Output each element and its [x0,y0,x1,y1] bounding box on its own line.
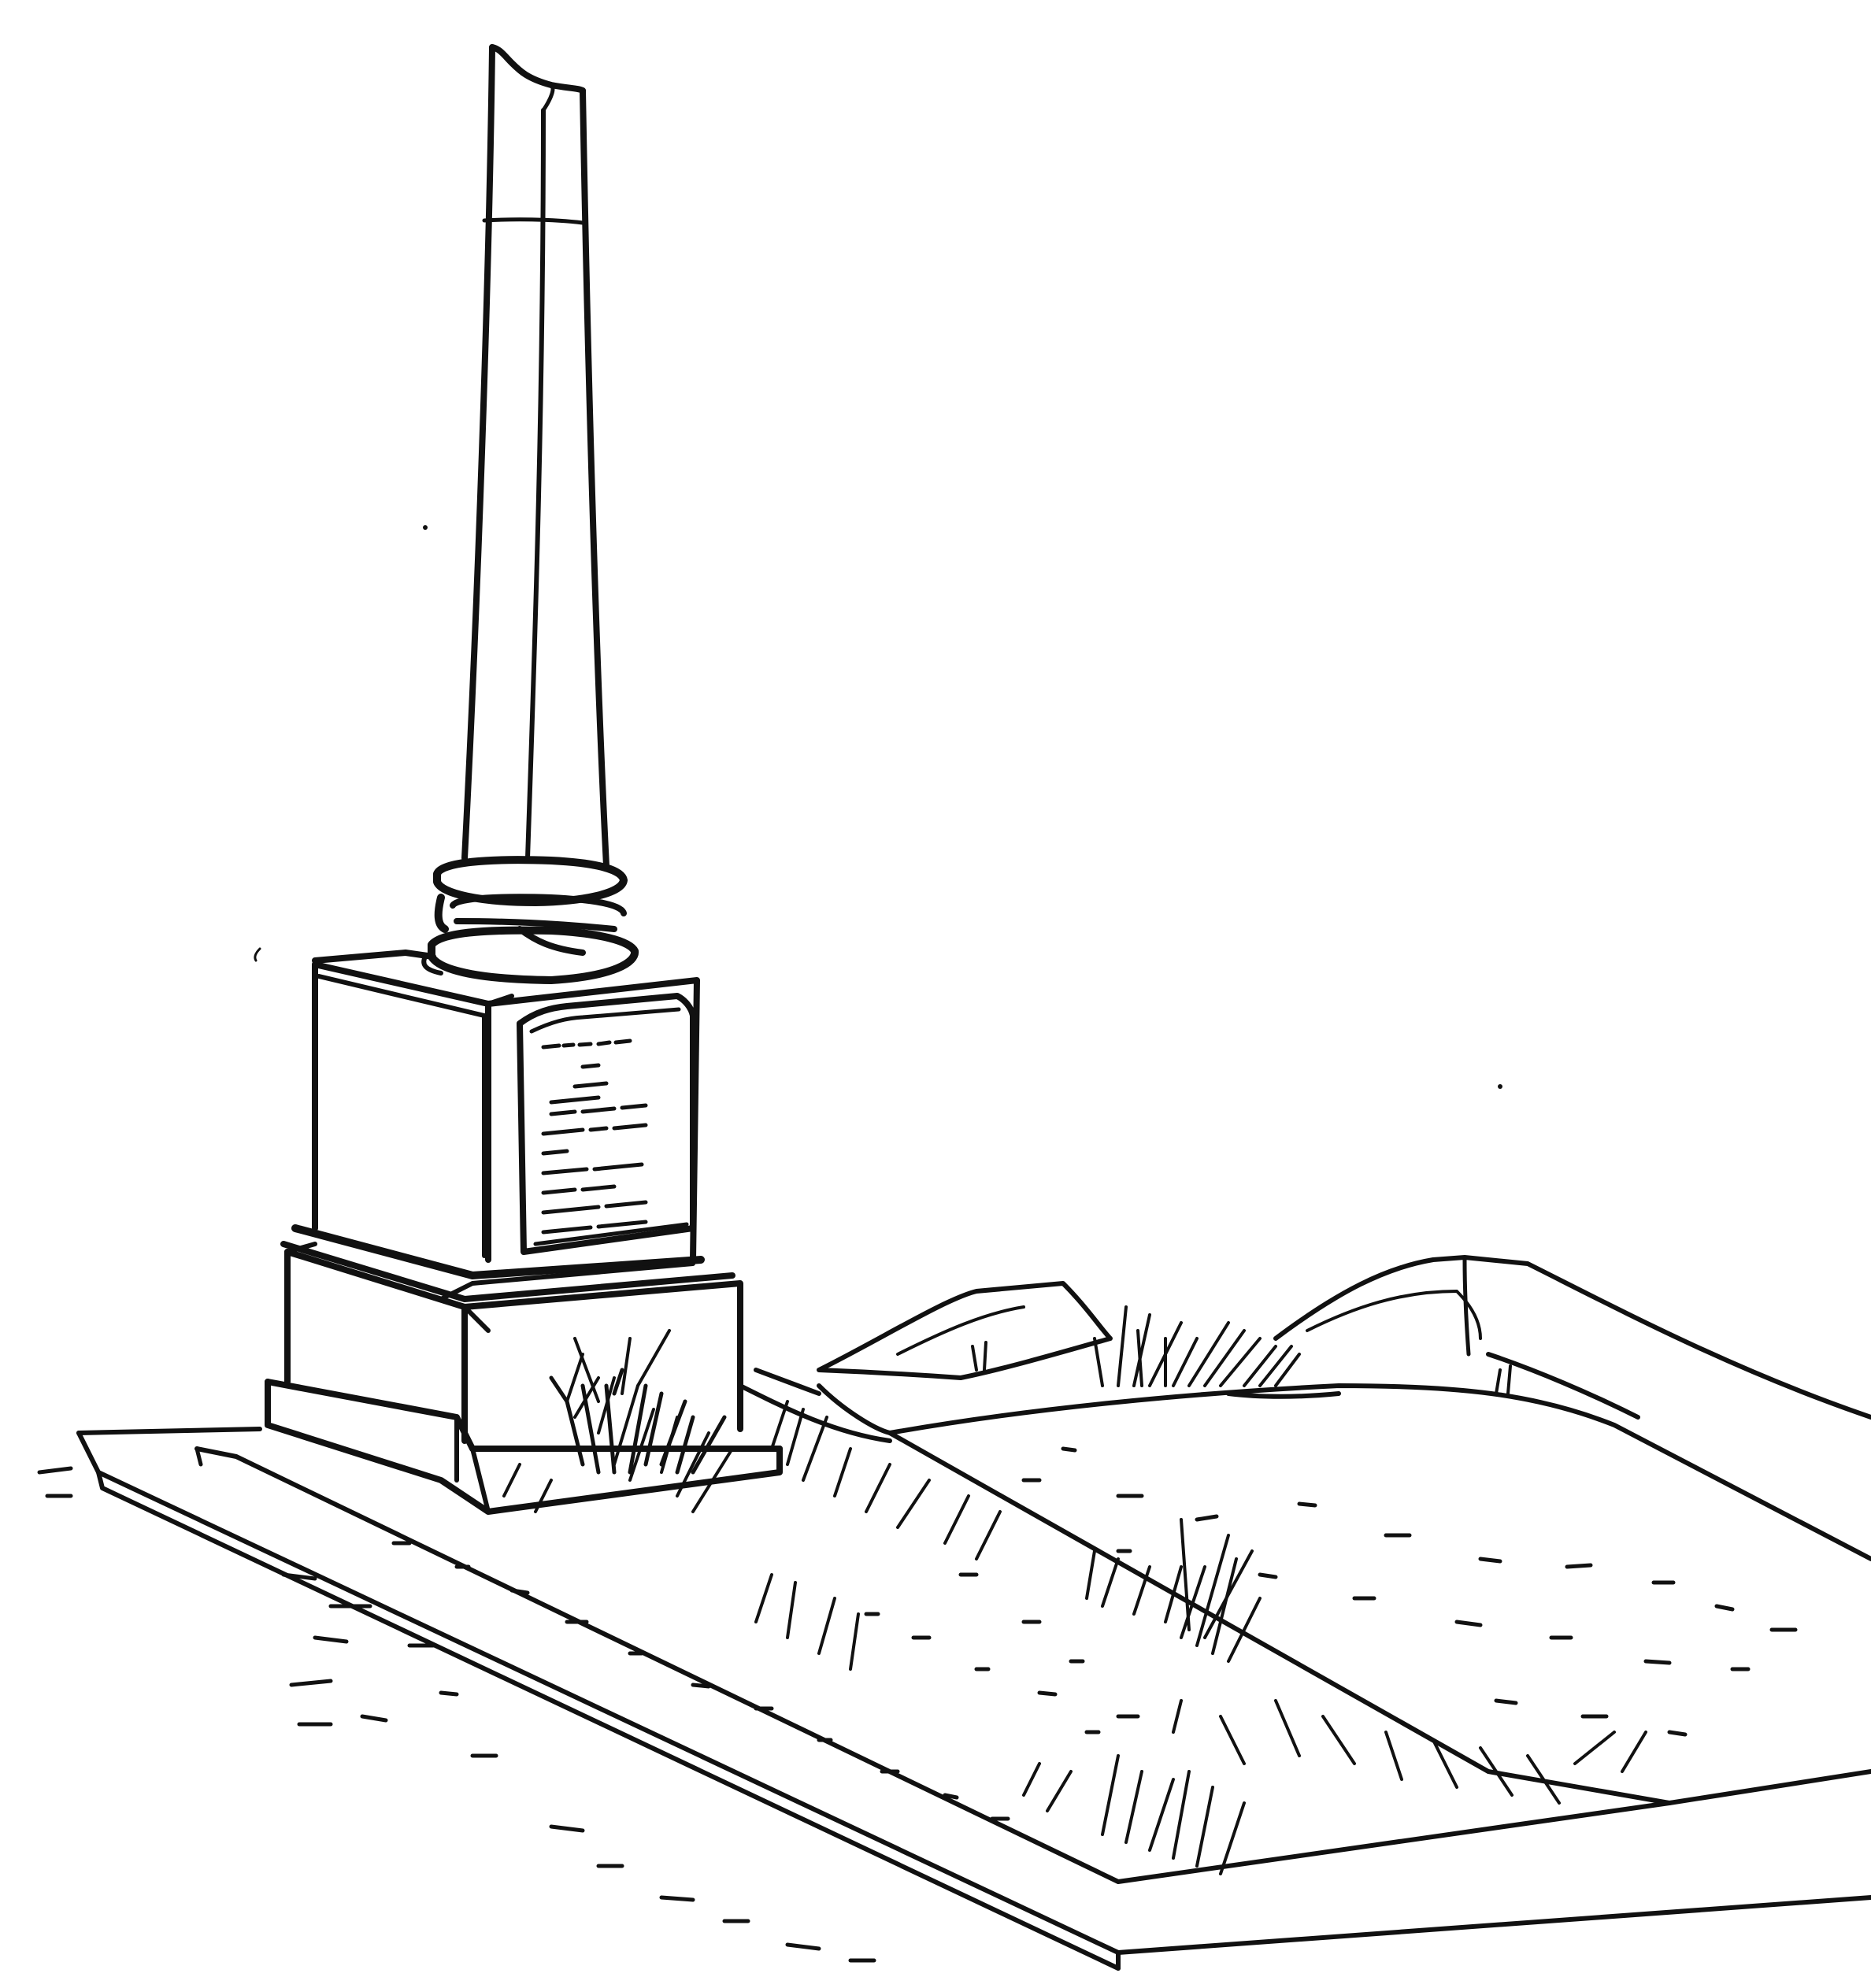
obelisk-monument [268,47,780,1512]
ground-texture [39,1468,874,1960]
adjoining-grave [819,1257,1871,1803]
plaque-inscription [543,1041,646,1232]
grass-back [973,1307,1510,1394]
grass-front [504,1331,1646,1874]
grave-kerb [39,1370,1871,1968]
slab-texture [1024,1449,1795,1734]
